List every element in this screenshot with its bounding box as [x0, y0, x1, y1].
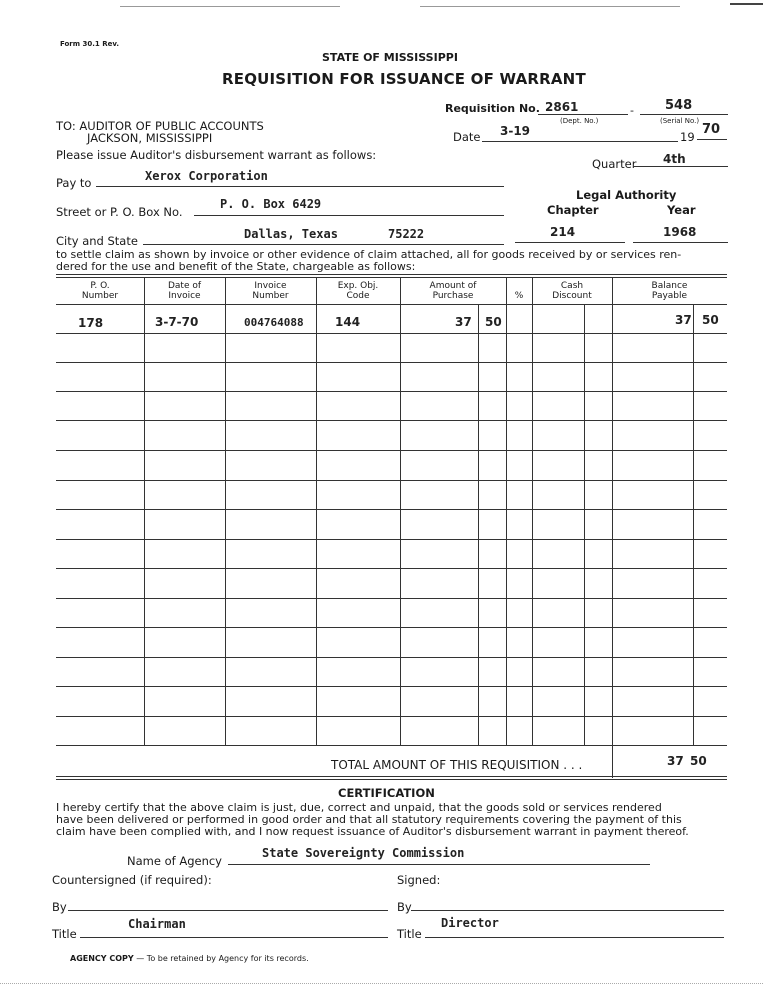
chapter-value: 214 [550, 225, 576, 239]
title-label-right: Title [397, 927, 422, 941]
agency-label: Name of Agency [127, 854, 222, 868]
year-prefix: 19 [680, 130, 695, 144]
col-percent: % [514, 291, 524, 301]
city-value: Dallas, Texas [244, 227, 338, 241]
form-number: Form 30.1 Rev. [60, 40, 119, 48]
scan-edge-line [120, 6, 340, 7]
settle-text-1: to settle claim as shown by invoice or other evidence of claim attached, all for goods received by or services ren- [56, 248, 682, 261]
to-line-1: TO: AUDITOR OF PUBLIC ACCOUNTS [56, 119, 264, 133]
cell-date: 3-7-70 [155, 315, 199, 329]
total-dollars: 37 [667, 754, 684, 768]
total-label: TOTAL AMOUNT OF THIS REQUISITION . . . [331, 758, 583, 772]
to-line-2: JACKSON, MISSISSIPPI [87, 131, 213, 145]
certification-line-1: I hereby certify that the above claim is just, due, correct and unpaid, that the goods sold or services rendered [56, 801, 662, 814]
cell-invoice: 004764088 [244, 316, 304, 329]
title-label-left: Title [52, 927, 77, 941]
certification-heading: CERTIFICATION [338, 786, 435, 800]
cell-po: 178 [78, 316, 104, 330]
signed-label: Signed: [397, 873, 441, 887]
quarter-value: 4th [663, 152, 686, 166]
certification-line-2: have been delivered or performed in good order and that all statutory requirements covering the payment of this [56, 813, 682, 826]
by-label-left: By [52, 900, 67, 914]
left-title-value: Chairman [128, 917, 186, 931]
agency-value: State Sovereignty Commission [262, 846, 465, 860]
street-label: Street or P. O. Box No. [56, 205, 183, 219]
by-label-right: By [397, 900, 412, 914]
footer-note: — To be retained by Agency for its records. [136, 954, 309, 963]
legal-authority-heading: Legal Authority [576, 188, 677, 202]
settle-text-2: dered for the use and benefit of the State, chargeable as follows: [56, 260, 416, 273]
year-value: 70 [702, 122, 721, 137]
pay-to-value: Xerox Corporation [145, 169, 268, 183]
cell-code: 144 [335, 315, 361, 329]
col-cash-discount: Cash Discount [552, 281, 592, 301]
zip-value: 75222 [388, 227, 425, 241]
scan-edge-line [730, 3, 763, 5]
footer-copy: AGENCY COPY [70, 954, 134, 963]
footer [70, 954, 309, 963]
requisition-label: Requisition No. [445, 102, 540, 115]
legal-year-value: 1968 [663, 225, 697, 239]
form-title: REQUISITION FOR ISSUANCE OF WARRANT [222, 70, 586, 88]
cell-amount-cents: 50 [485, 315, 502, 329]
quarter-label: Quarter [592, 157, 637, 171]
date-label: Date [453, 130, 481, 144]
countersigned-label: Countersigned (if required): [52, 873, 212, 887]
serial-caption: (Serial No.) [660, 117, 700, 125]
legal-year-label: Year [667, 203, 696, 217]
cell-balance-cents: 50 [702, 313, 719, 327]
state-heading: STATE OF MISSISSIPPI [322, 51, 458, 64]
chapter-label: Chapter [547, 203, 599, 217]
total-cents: 50 [690, 754, 707, 768]
right-title-value: Director [441, 916, 499, 930]
cell-balance-dollars: 37 [675, 313, 692, 327]
dept-no: 2861 [545, 100, 579, 114]
col-po: P. O. Number [81, 281, 119, 301]
serial-no: 548 [665, 98, 693, 113]
dash: - [630, 104, 634, 117]
col-amount: Amount of Purchase [429, 281, 477, 301]
col-balance: Balance Payable [651, 281, 688, 301]
cell-amount-dollars: 37 [455, 315, 472, 329]
certification-line-3: claim have been complied with, and I now request issuance of Auditor's disbursement warrant in payment thereof. [56, 825, 689, 838]
col-invoice: Invoice Number [252, 281, 289, 301]
street-value: P. O. Box 6429 [220, 197, 322, 211]
city-label: City and State [56, 234, 138, 248]
scan-edge-line [420, 6, 680, 7]
dept-caption: (Dept. No.) [560, 117, 599, 125]
col-exp-code: Exp. Obj. Code [337, 281, 379, 301]
col-date: Date of Invoice [167, 281, 202, 301]
scan-edge-line [0, 983, 763, 985]
instruction: Please issue Auditor's disbursement warrant as follows: [56, 148, 377, 162]
pay-to-label: Pay to [56, 176, 92, 190]
date-value: 3-19 [500, 124, 531, 138]
